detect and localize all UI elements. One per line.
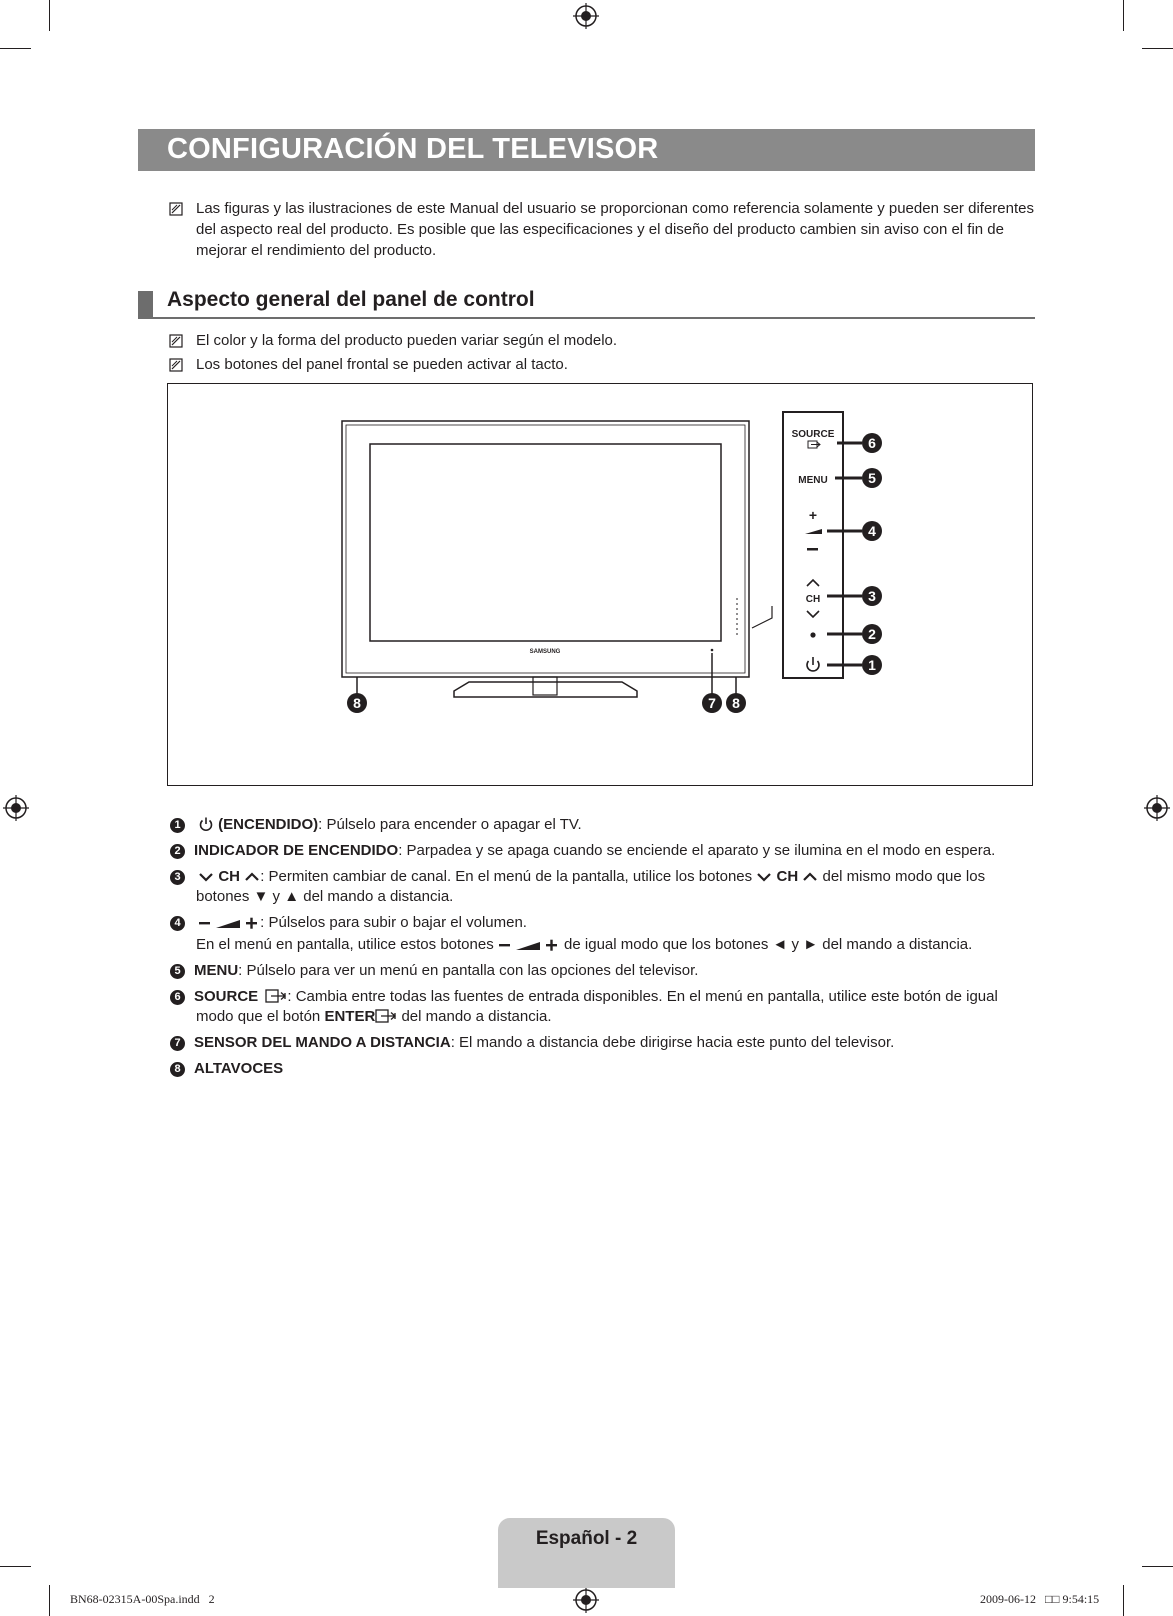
legend-item-8: 8 ALTAVOCES (170, 1058, 1040, 1079)
page-number: Español - 2 (535, 1528, 638, 1549)
svg-text:7: 7 (708, 695, 716, 711)
crop-mark (1142, 48, 1173, 49)
tv-stand-neck (533, 677, 557, 695)
legend-item-3-continued: botones ▼ y ▲ del mando a distancia. (196, 888, 454, 905)
chevron-up-icon (244, 870, 260, 884)
legend-number: 8 (170, 1062, 185, 1077)
legend-number: 5 (170, 964, 185, 979)
legend-item-6: 6 SOURCE : Cambia entre todas las fuentes de entrada disponibles. En el menú en pantalla, utilice este botón de igual (170, 986, 1040, 1007)
legend-item-4: 4 : Púlselos para subir o bajar el volumen. (170, 912, 1040, 933)
chevron-down-icon (198, 870, 214, 884)
enter-icon (375, 1009, 397, 1024)
legend-item-4-continued: En el menú en pantalla, utilice estos botones de igual modo que los botones ◄ y ► del mando a distancia. (196, 936, 973, 953)
crop-mark (0, 48, 31, 49)
volume-minus-icon (807, 548, 818, 551)
svg-text:3: 3 (868, 588, 876, 604)
crop-mark (1123, 1585, 1124, 1616)
note-icon (169, 334, 183, 348)
legend-number: 6 (170, 990, 185, 1005)
ch-label: CH (805, 594, 821, 605)
legend-item-5: 5 MENU: Púlselo para ver un menú en pantalla con las opciones del televisor. (170, 960, 1040, 981)
registration-mark-icon (573, 3, 599, 29)
section-rule (138, 317, 1035, 319)
volume-plus-label: + (808, 507, 818, 523)
registration-mark-icon (3, 795, 29, 821)
legend-number: 1 (170, 818, 185, 833)
svg-text:2: 2 (868, 626, 876, 642)
power-indicator-icon (810, 632, 815, 637)
volume-controls-icon (198, 916, 260, 930)
page-title-bar (138, 129, 1035, 171)
registration-mark-icon (573, 1587, 599, 1613)
legend-number: 2 (170, 844, 185, 859)
tv-illustration (167, 383, 1033, 786)
svg-text:4: 4 (868, 523, 876, 539)
chevron-down-icon (756, 870, 772, 884)
page-number-tab (498, 1518, 675, 1588)
svg-text:1: 1 (868, 657, 876, 673)
tv-brand: SAMSUNG (529, 649, 561, 655)
crop-mark (0, 1566, 31, 1567)
crop-mark (49, 1585, 50, 1616)
menu-label: MENU (798, 475, 828, 486)
date-slug: 2009-06-12 □□ 9:54:15 (980, 1592, 1100, 1606)
volume-controls-icon (498, 938, 560, 952)
svg-text:8: 8 (732, 695, 740, 711)
svg-text:8: 8 (353, 695, 361, 711)
section-marker (138, 291, 153, 318)
legend-number: 4 (170, 916, 185, 931)
section-note: Los botones del panel frontal se pueden activar al tacto. (196, 356, 568, 373)
enter-icon (265, 989, 287, 1004)
crop-mark (1142, 1566, 1173, 1567)
file-slug: BN68-02315A-00Spa.indd 2 (70, 1592, 215, 1606)
svg-text:6: 6 (868, 435, 876, 451)
section-note: El color y la forma del producto pueden variar según el modelo. (196, 332, 618, 349)
legend-item-6-continued: modo que el botón ENTER del mando a distancia. (196, 1008, 552, 1025)
crop-mark (49, 0, 50, 31)
note-icon (169, 358, 183, 372)
legend-number: 3 (170, 870, 185, 885)
legend-item-7: 7 SENSOR DEL MANDO A DISTANCIA: El mando a distancia debe dirigirse hacia este punto del televisor. (170, 1032, 1040, 1053)
tv-bezel (346, 425, 745, 673)
svg-text:5: 5 (868, 470, 876, 486)
tv-frame (342, 421, 749, 677)
registration-mark-icon (1144, 795, 1170, 821)
page-title: CONFIGURACIÓN DEL TELEVISOR (167, 133, 659, 165)
tv-screen (370, 444, 721, 641)
source-label: SOURCE (791, 429, 835, 440)
chevron-up-icon (802, 870, 818, 884)
intro-note: Las figuras y las ilustraciones de este Manual del usuario se proporcionan como referencia solamente y pueden ser diferentes del aspecto real del producto. Es posible que las especificaciones y el diseño del producto cambien sin aviso con el fin de mejorar el rendimiento del producto. (196, 200, 1034, 259)
control-panel-strip (783, 412, 843, 678)
legend-item-1: 1 (ENCENDIDO): Púlselo para encender o apagar el TV. (170, 814, 1040, 835)
legend-number: 7 (170, 1036, 185, 1051)
section-title: Aspecto general del panel de control (167, 288, 535, 311)
crop-mark (1123, 0, 1124, 31)
legend-item-2: 2 INDICADOR DE ENCENDIDO: Parpadea y se apaga cuando se enciende el aparato y se ilumina en el modo en espera. (170, 840, 1040, 861)
power-icon (198, 816, 214, 832)
note-icon (169, 202, 183, 216)
legend-item-3: 3 CH : Permiten cambiar de canal. En el menú de la pantalla, utilice los botones CH del mismo modo que los (170, 866, 1040, 887)
sensor-dot-icon (711, 649, 714, 652)
